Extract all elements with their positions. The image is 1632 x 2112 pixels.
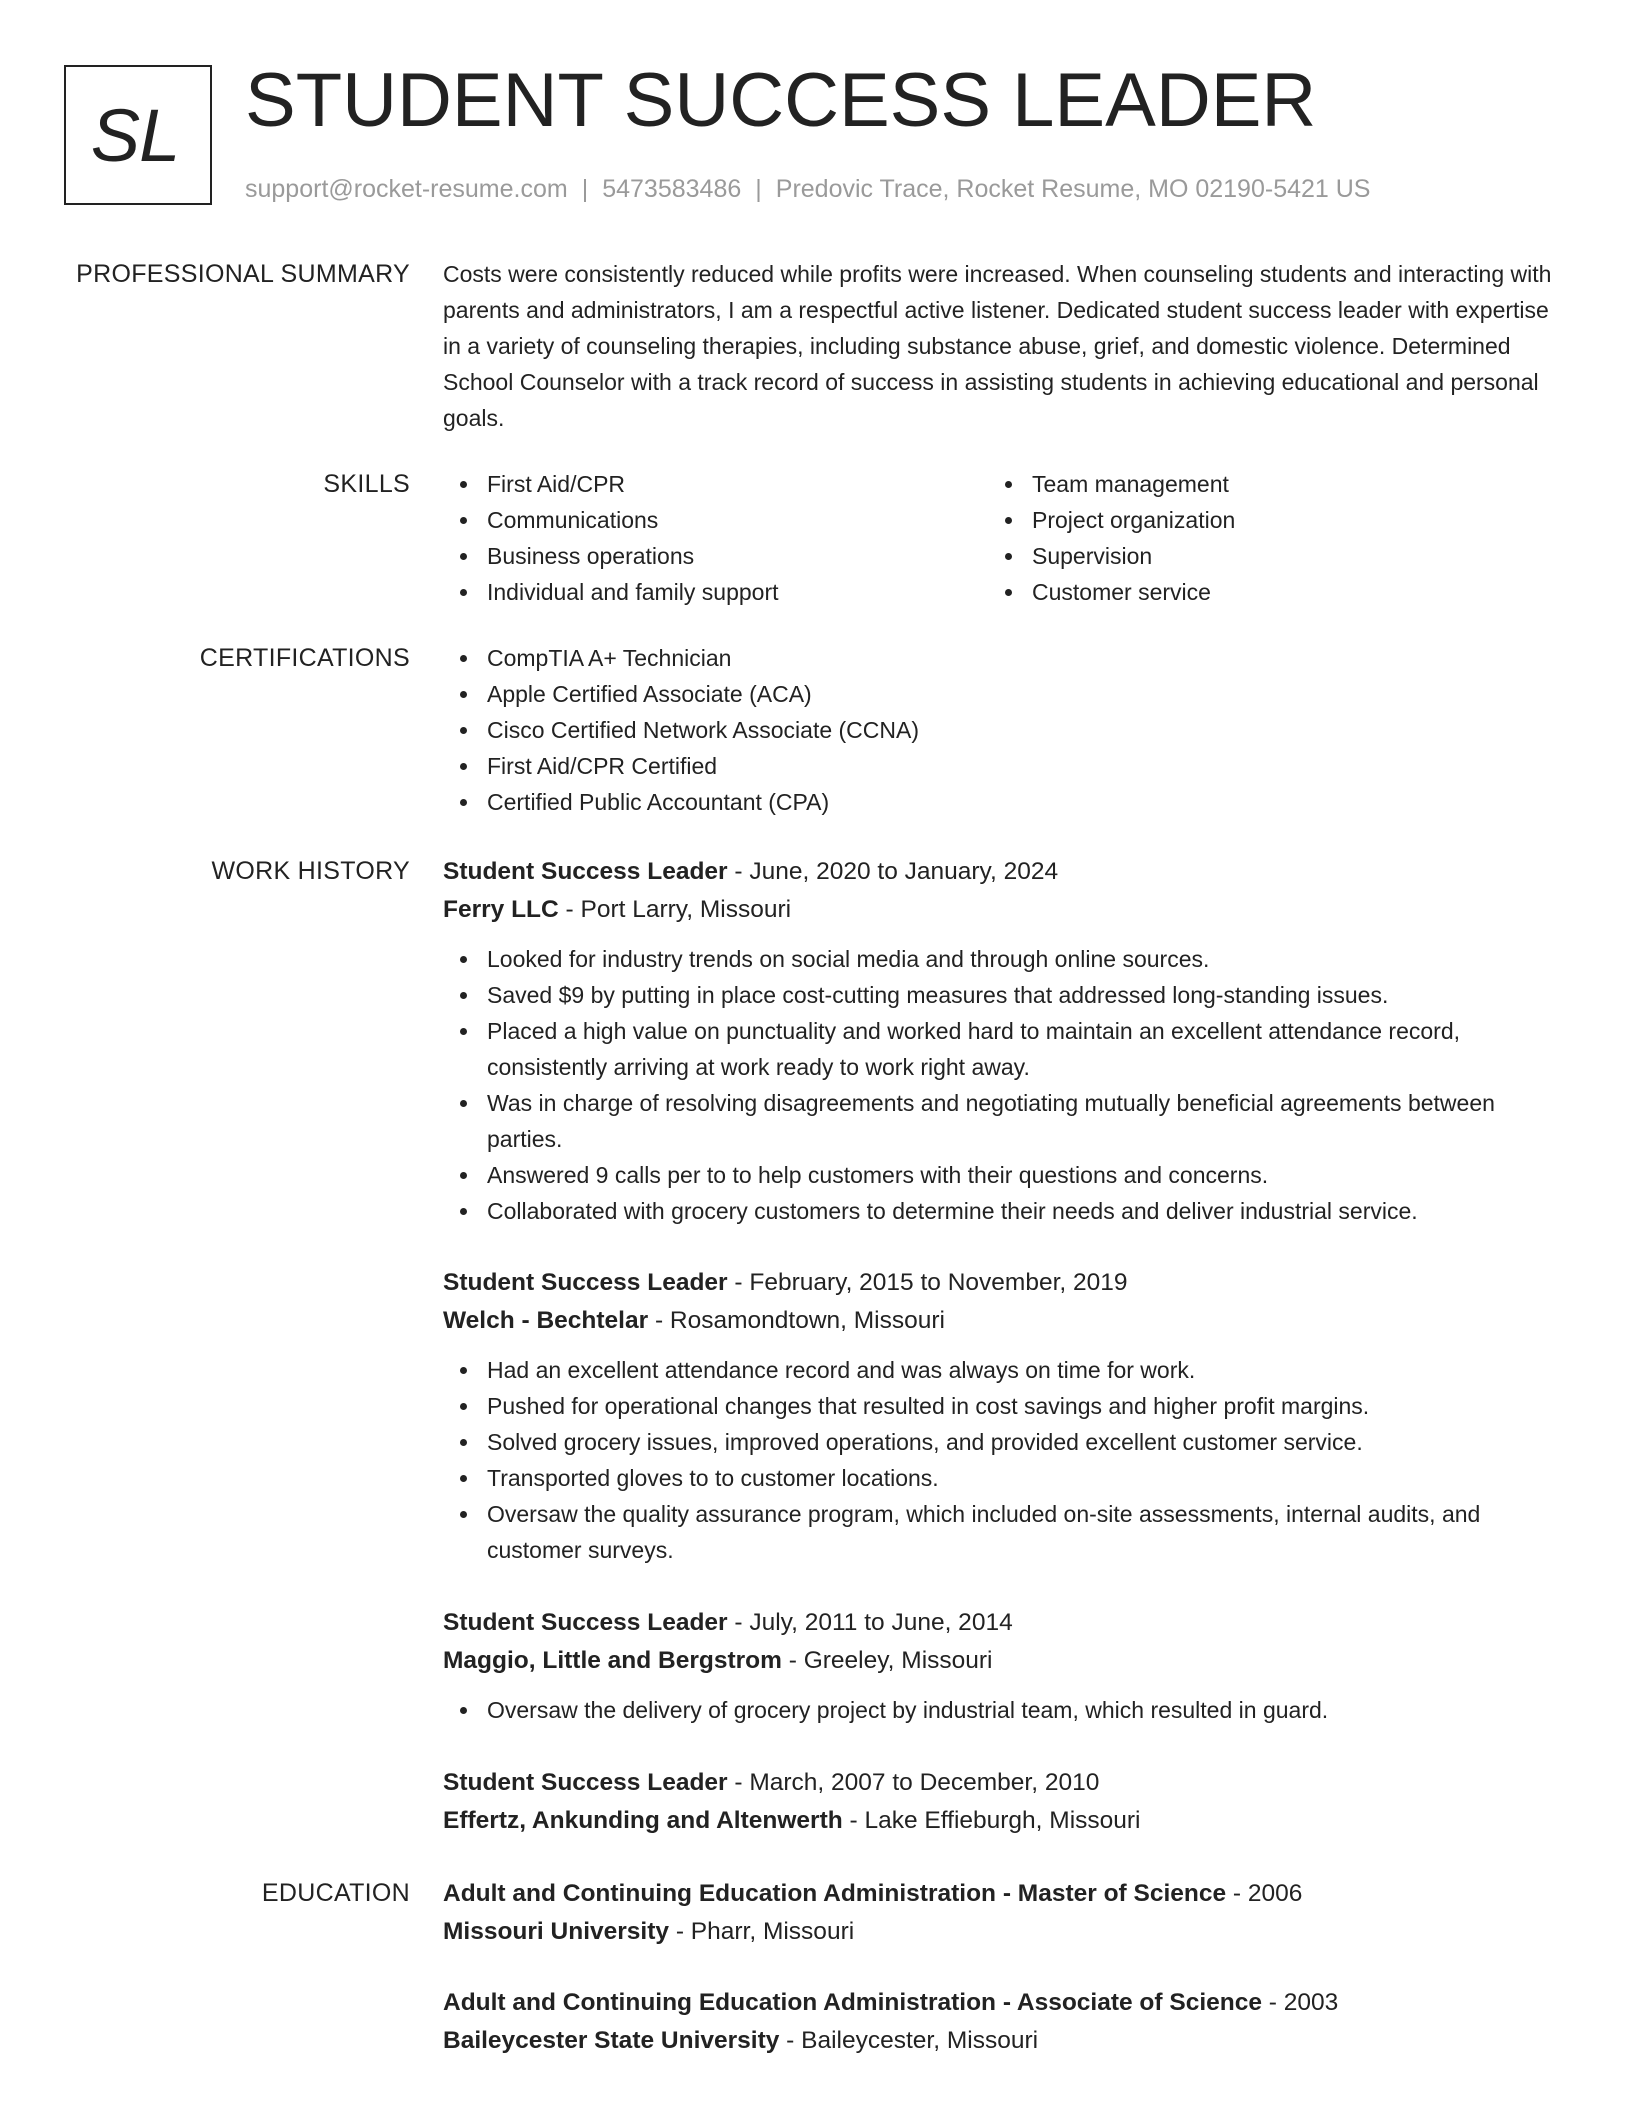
section-label-education: EDUCATION [261, 1879, 410, 1907]
education-school: Missouri University [443, 1918, 670, 1945]
job-dates: - July, 2011 to June, 2014 [727, 1609, 1013, 1636]
section-label-work-history: WORK HISTORY [211, 857, 410, 885]
education-school-line [443, 1913, 1553, 1951]
certification-item: First Aid/CPR Certified [443, 748, 1553, 784]
monogram-logo [64, 65, 212, 205]
job-bullet: Transported gloves to to customer locations. [443, 1460, 1553, 1496]
certification-item: Apple Certified Associate (ACA) [443, 676, 1553, 712]
section-label-summary: PROFESSIONAL SUMMARY [76, 260, 410, 288]
job-company-line [443, 1642, 1553, 1680]
job-bullet: Looked for industry trends on social media and through online sources. [443, 941, 1553, 977]
job-bullets [443, 1692, 1553, 1728]
job-company: Welch - Bechtelar [443, 1307, 649, 1334]
job-bullets [443, 1352, 1553, 1568]
certifications-list [443, 640, 1553, 820]
job-company-line [443, 1302, 1553, 1340]
skill-item: Communications [443, 502, 988, 538]
certification-item: CompTIA A+ Technician [443, 640, 1553, 676]
certifications-body [443, 640, 1553, 820]
education-location: - Baileycester, Missouri [779, 2027, 1039, 2054]
monogram-initials: SL [90, 93, 180, 177]
certification-item: Cisco Certified Network Associate (CCNA) [443, 712, 1553, 748]
resume-name: STUDENT SUCCESS LEADER [245, 58, 1317, 143]
skill-item: Individual and family support [443, 574, 988, 610]
education-school: Baileycester State University [443, 2027, 780, 2054]
skill-item: Business operations [443, 538, 988, 574]
contact-separator: | [581, 175, 589, 203]
education-entry [443, 1875, 1553, 1951]
skills-column-2 [988, 466, 1533, 610]
job-company-line [443, 1802, 1553, 1840]
job-bullet: Was in charge of resolving disagreements and negotiating mutually beneficial agreements between parties. [443, 1085, 1553, 1157]
skills-column-1 [443, 466, 988, 610]
skill-item: Team management [988, 466, 1533, 502]
job-title: Student Success Leader [443, 858, 728, 885]
job-company: Maggio, Little and Bergstrom [443, 1647, 782, 1674]
job-company-line [443, 891, 1553, 929]
education-degree: Adult and Continuing Education Administration - Associate of Science [443, 1989, 1262, 2016]
job-company: Ferry LLC [443, 896, 559, 923]
job-title: Student Success Leader [443, 1609, 728, 1636]
job-dates: - June, 2020 to January, 2024 [727, 858, 1059, 885]
job-bullet: Pushed for operational changes that resulted in cost savings and higher profit margins. [443, 1388, 1553, 1424]
job-title-line [443, 1604, 1553, 1642]
job-company: Effertz, Ankunding and Altenwerth [443, 1807, 843, 1834]
job-location: - Lake Effieburgh, Missouri [842, 1807, 1141, 1834]
education-year: - 2003 [1261, 1989, 1339, 2016]
skill-item: Supervision [988, 538, 1533, 574]
certification-item: Certified Public Accountant (CPA) [443, 784, 1553, 820]
job-title-line [443, 853, 1553, 891]
contact-address: Predovic Trace, Rocket Resume, MO 02190-5421 US [775, 175, 1371, 203]
skill-item: Project organization [988, 502, 1533, 538]
education-location: - Pharr, Missouri [669, 1918, 855, 1945]
contact-phone[interactable]: 5473583486 [602, 175, 742, 203]
job-bullet: Saved $9 by putting in place cost-cutting measures that addressed long-standing issues. [443, 977, 1553, 1013]
job-bullet: Oversaw the quality assurance program, which included on-site assessments, internal audits, and customer surveys. [443, 1496, 1553, 1568]
job-bullets [443, 941, 1553, 1229]
job-location: - Rosamondtown, Missouri [648, 1307, 945, 1334]
education-year: - 2006 [1226, 1880, 1303, 1907]
job-title-line [443, 1264, 1553, 1302]
contact-email[interactable]: support@rocket-resume.com [245, 175, 568, 203]
education-degree-line [443, 1875, 1553, 1913]
contact-line [245, 173, 1370, 205]
education-degree-line [443, 1984, 1553, 2022]
education-entry [443, 1984, 1553, 2060]
job-dates: - March, 2007 to December, 2010 [727, 1769, 1100, 1796]
skill-item: First Aid/CPR [443, 466, 988, 502]
job-bullet: Collaborated with grocery customers to determine their needs and deliver industrial service. [443, 1193, 1553, 1229]
job-bullet: Placed a high value on punctuality and worked hard to maintain an excellent attendance record, consistently arriving at work ready to work right away. [443, 1013, 1553, 1085]
job-location: - Port Larry, Missouri [558, 896, 792, 923]
job-bullet: Solved grocery issues, improved operations, and provided excellent customer service. [443, 1424, 1553, 1460]
job-dates: - February, 2015 to November, 2019 [727, 1269, 1128, 1296]
job-bullet: Answered 9 calls per to to help customers with their questions and concerns. [443, 1157, 1553, 1193]
summary-body [443, 256, 1553, 436]
section-label-certifications: CERTIFICATIONS [199, 644, 410, 672]
job-bullet: Had an excellent attendance record and was always on time for work. [443, 1352, 1553, 1388]
job-title: Student Success Leader [443, 1269, 728, 1296]
skill-item: Customer service [988, 574, 1533, 610]
skills-body [443, 466, 1553, 610]
contact-separator: | [755, 175, 762, 203]
job-bullet: Oversaw the delivery of grocery project by industrial team, which resulted in guard. [443, 1692, 1553, 1728]
section-label-skills: SKILLS [323, 470, 410, 498]
job-title-line [443, 1764, 1553, 1802]
job-location: - Greeley, Missouri [781, 1647, 993, 1674]
summary-text: Costs were consistently reduced while profits were increased. When counseling students and interacting with parents and administrators, I am a respectful active listener. Dedicated student success leader with expertise in a variety of counseling therapies, including substance abuse, grief, and domestic violence. Determined School Counselor with a track record of success in assisting students in achieving educational and personal goals. [443, 261, 1552, 431]
education-degree: Adult and Continuing Education Administration - Master of Science [443, 1880, 1227, 1907]
education-school-line [443, 2022, 1553, 2060]
job-title: Student Success Leader [443, 1769, 728, 1796]
